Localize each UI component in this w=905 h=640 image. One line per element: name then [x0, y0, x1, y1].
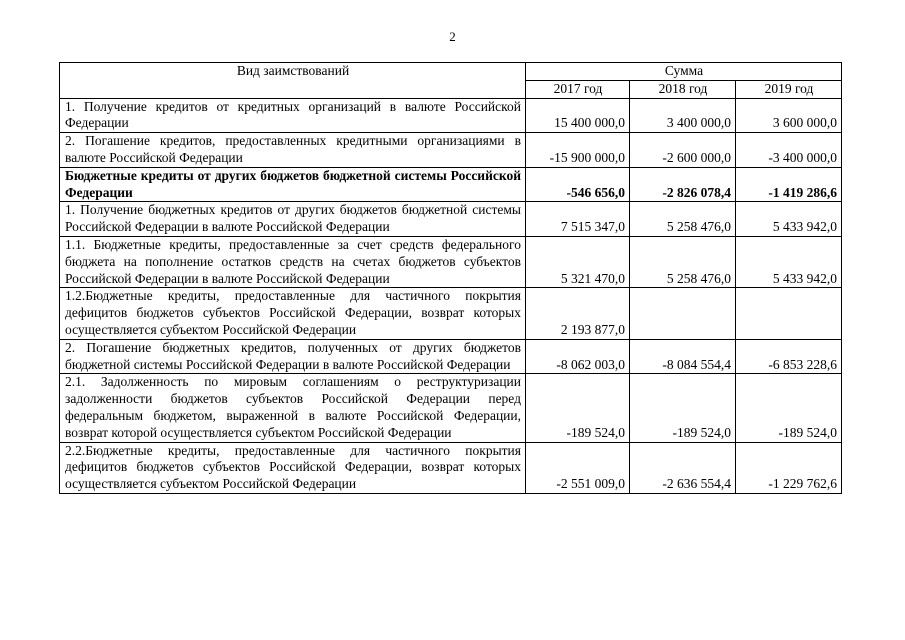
row-value: -8 084 554,4 [630, 339, 736, 374]
table-row [60, 236, 842, 287]
row-value: -546 656,0 [526, 167, 630, 202]
row-value: -189 524,0 [736, 374, 842, 442]
row-value: 5 258 476,0 [630, 236, 736, 287]
page-number: 2 [449, 29, 456, 44]
row-value [736, 288, 842, 339]
table-row [60, 202, 842, 237]
row-value: 15 400 000,0 [526, 98, 630, 133]
row-description: 2.1. Задолженность по мировым соглашениям о реструктуризации задолженности бюджетов субъектов Российской Федерации перед федеральным бюджетом, выраженной в валюте Российской Федерации, возврат которой осуществляется субъектом Российской Федерации [60, 374, 526, 442]
row-value: -189 524,0 [630, 374, 736, 442]
row-value: 3 400 000,0 [630, 98, 736, 133]
row-description: 2. Погашение бюджетных кредитов, полученных от других бюджетов бюджетной системы Российской Федерации в валюте Российской Федерации [60, 339, 526, 374]
row-description: 2.2.Бюджетные кредиты, предоставленные для частичного покрытия дефицитов бюджетов субъектов Российской Федерации, возврат которых осуществляется субъектом Российской Федерации [60, 442, 526, 493]
row-description: 2. Погашение кредитов, предоставленных кредитными организациями в валюте Российской Федерации [60, 133, 526, 168]
borrowings-table [59, 62, 842, 494]
row-value: -2 636 554,4 [630, 442, 736, 493]
row-value: -2 551 009,0 [526, 442, 630, 493]
column-header-type: Вид заимствований [60, 63, 526, 99]
column-header-sum: Сумма [526, 63, 842, 81]
row-value: 5 433 942,0 [736, 202, 842, 237]
row-value: 5 258 476,0 [630, 202, 736, 237]
row-value: 3 600 000,0 [736, 98, 842, 133]
table-row [60, 167, 842, 202]
column-header-year: 2019 год [736, 80, 842, 98]
column-header-year: 2018 год [630, 80, 736, 98]
table-body [60, 98, 842, 493]
row-value: -2 826 078,4 [630, 167, 736, 202]
row-value: -3 400 000,0 [736, 133, 842, 168]
row-value: -8 062 003,0 [526, 339, 630, 374]
row-value: -6 853 228,6 [736, 339, 842, 374]
row-value: -1 419 286,6 [736, 167, 842, 202]
table-row [60, 374, 842, 442]
row-description: 1. Получение кредитов от кредитных организаций в валюте Российской Федерации [60, 98, 526, 133]
row-value: 2 193 877,0 [526, 288, 630, 339]
row-value: -189 524,0 [526, 374, 630, 442]
row-value: 7 515 347,0 [526, 202, 630, 237]
table-row [60, 442, 842, 493]
row-value: 5 321 470,0 [526, 236, 630, 287]
row-value: -1 229 762,6 [736, 442, 842, 493]
table-row [60, 98, 842, 133]
row-value: 5 433 942,0 [736, 236, 842, 287]
row-value: -2 600 000,0 [630, 133, 736, 168]
table-row [60, 288, 842, 339]
table-row [60, 133, 842, 168]
row-description: 1.2.Бюджетные кредиты, предоставленные для частичного покрытия дефицитов бюджетов субъектов Российской Федерации, возврат которых осуществляется субъектом Российской Федерации [60, 288, 526, 339]
table-row [60, 339, 842, 374]
row-description: 1. Получение бюджетных кредитов от других бюджетов бюджетной системы Российской Федерации в валюте Российской Федерации [60, 202, 526, 237]
row-value: -15 900 000,0 [526, 133, 630, 168]
row-description: 1.1. Бюджетные кредиты, предоставленные за счет средств федерального бюджета на пополнение остатков средств на счетах бюджетов субъектов Российской Федерации в валюте Российской Федерации [60, 236, 526, 287]
row-description: Бюджетные кредиты от других бюджетов бюджетной системы Российской Федерации [60, 167, 526, 202]
row-value [630, 288, 736, 339]
column-header-year: 2017 год [526, 80, 630, 98]
